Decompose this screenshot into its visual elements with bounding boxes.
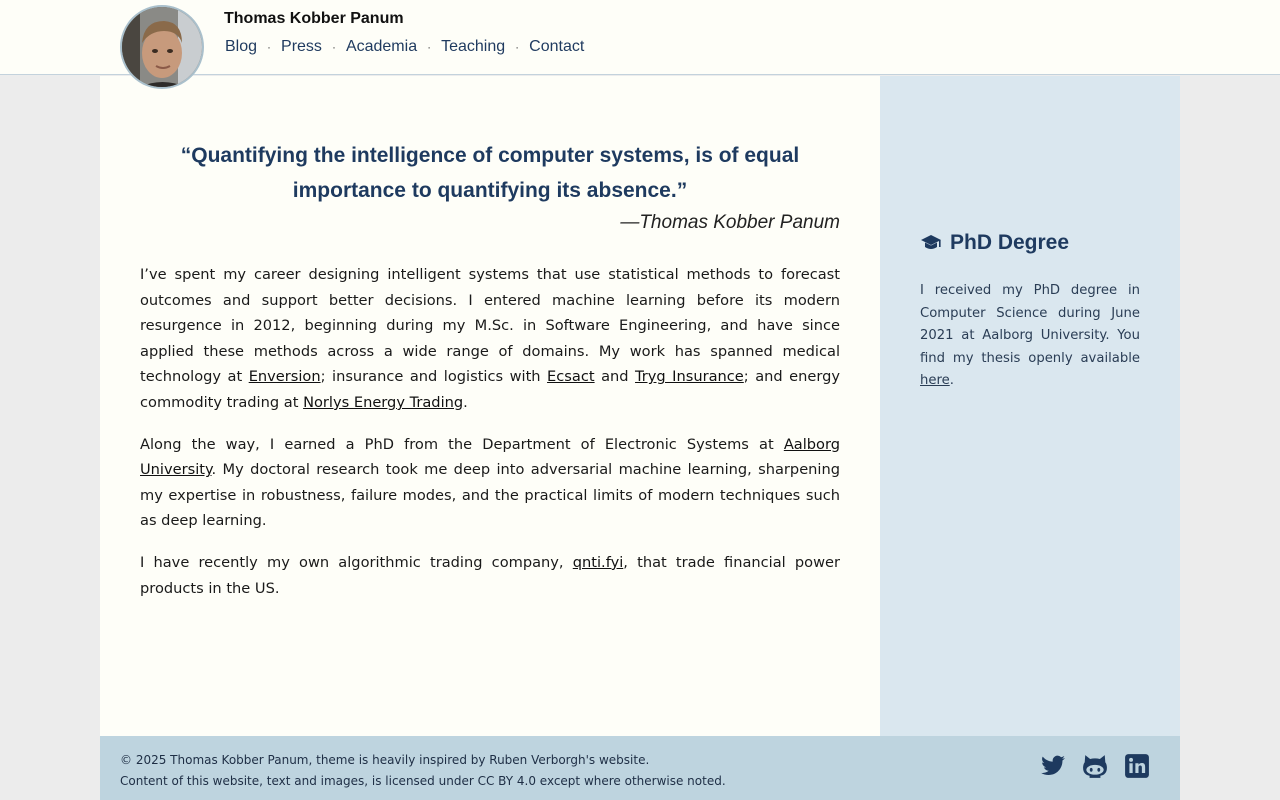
text: , that trade financial power products in the US. [140, 553, 841, 597]
nav-press[interactable]: Press [281, 38, 322, 55]
site-title[interactable]: Thomas Kobber Panum [224, 10, 404, 27]
nav-separator: · [267, 40, 272, 54]
about-text [140, 262, 840, 617]
sidebar [880, 76, 1180, 736]
text: Along the way, I earned a PhD from the Department of Electronic Systems at [140, 435, 784, 453]
linkedin-icon[interactable] [1124, 753, 1150, 779]
main-nav [225, 38, 584, 56]
quote-author: —Thomas Kobber Panum [620, 212, 840, 233]
main-content [100, 76, 880, 736]
paragraph-phd [140, 432, 840, 534]
nav-separator: · [331, 40, 336, 54]
text: ; and energy commodity trading at [140, 368, 840, 411]
text: I’ve spent my career designing intelligent systems that use statistical methods to forecast outcomes and support better decisions. I entered machine learning before its modern resurgence in 2012, beginning during my M.Sc. in Software Engineering, and have since applied these methods across a wide range of domains. My work has spanned medical technology at [140, 266, 840, 386]
paragraph-career [140, 262, 840, 416]
link-enversion[interactable]: Enversion [248, 368, 321, 386]
copyright-line: © 2025 Thomas Kobber Panum, theme is heavily inspired by Ruben Verborgh's website. [120, 753, 650, 767]
link-tryg-insurance[interactable]: Tryg Insurance [635, 368, 744, 386]
link-norlys-energy-trading[interactable]: Norlys Energy Trading [303, 393, 464, 411]
avatar-photo [122, 7, 204, 89]
footer-text [120, 750, 726, 792]
text: . My doctoral research took me deep into adversarial machine learning, sharpening my expertise in robustness, failure modes, and the practical limits of modern techniques such as deep learning. [140, 461, 840, 530]
text: I have recently my own algorithmic trading company, [140, 553, 573, 571]
graduation-cap-icon [920, 234, 942, 252]
nav-teaching[interactable]: Teaching [441, 38, 506, 55]
hero-quote: “Quantifying the intelligence of computer systems, is of equal importance to quantifying its absence.” [180, 144, 800, 202]
text: I received my PhD degree in Computer Science during June 2021 at Aalborg University. You find my thesis openly available [920, 283, 1140, 366]
link-thesis[interactable]: here [920, 373, 950, 388]
sidebar-text [920, 280, 1140, 393]
nav-blog[interactable]: Blog [225, 38, 258, 55]
text: . [949, 373, 954, 388]
avatar[interactable] [120, 5, 204, 89]
text: . [463, 393, 468, 411]
twitter-icon[interactable] [1040, 753, 1066, 779]
license-line: Content of this website, text and images, is licensed under CC BY 4.0 except where otherwise noted. [120, 774, 726, 788]
nav-academia[interactable]: Academia [345, 38, 418, 55]
github-icon[interactable] [1082, 753, 1108, 779]
text: ; insurance and logistics with [320, 368, 548, 386]
sidebar-title-text: PhD Degree [950, 231, 1070, 254]
link-ecsact[interactable]: Ecsact [547, 368, 595, 386]
link-qnti[interactable]: qnti.fyi [572, 553, 624, 571]
social-links [1040, 753, 1150, 779]
nav-separator: · [427, 40, 432, 54]
paragraph-company [140, 550, 840, 601]
sidebar-title [920, 231, 1069, 255]
text: and [594, 368, 636, 386]
nav-separator: · [515, 40, 520, 54]
link-aalborg-university[interactable]: Aalborg University [140, 435, 840, 479]
site-footer [100, 736, 1180, 800]
nav-contact[interactable]: Contact [529, 38, 585, 55]
